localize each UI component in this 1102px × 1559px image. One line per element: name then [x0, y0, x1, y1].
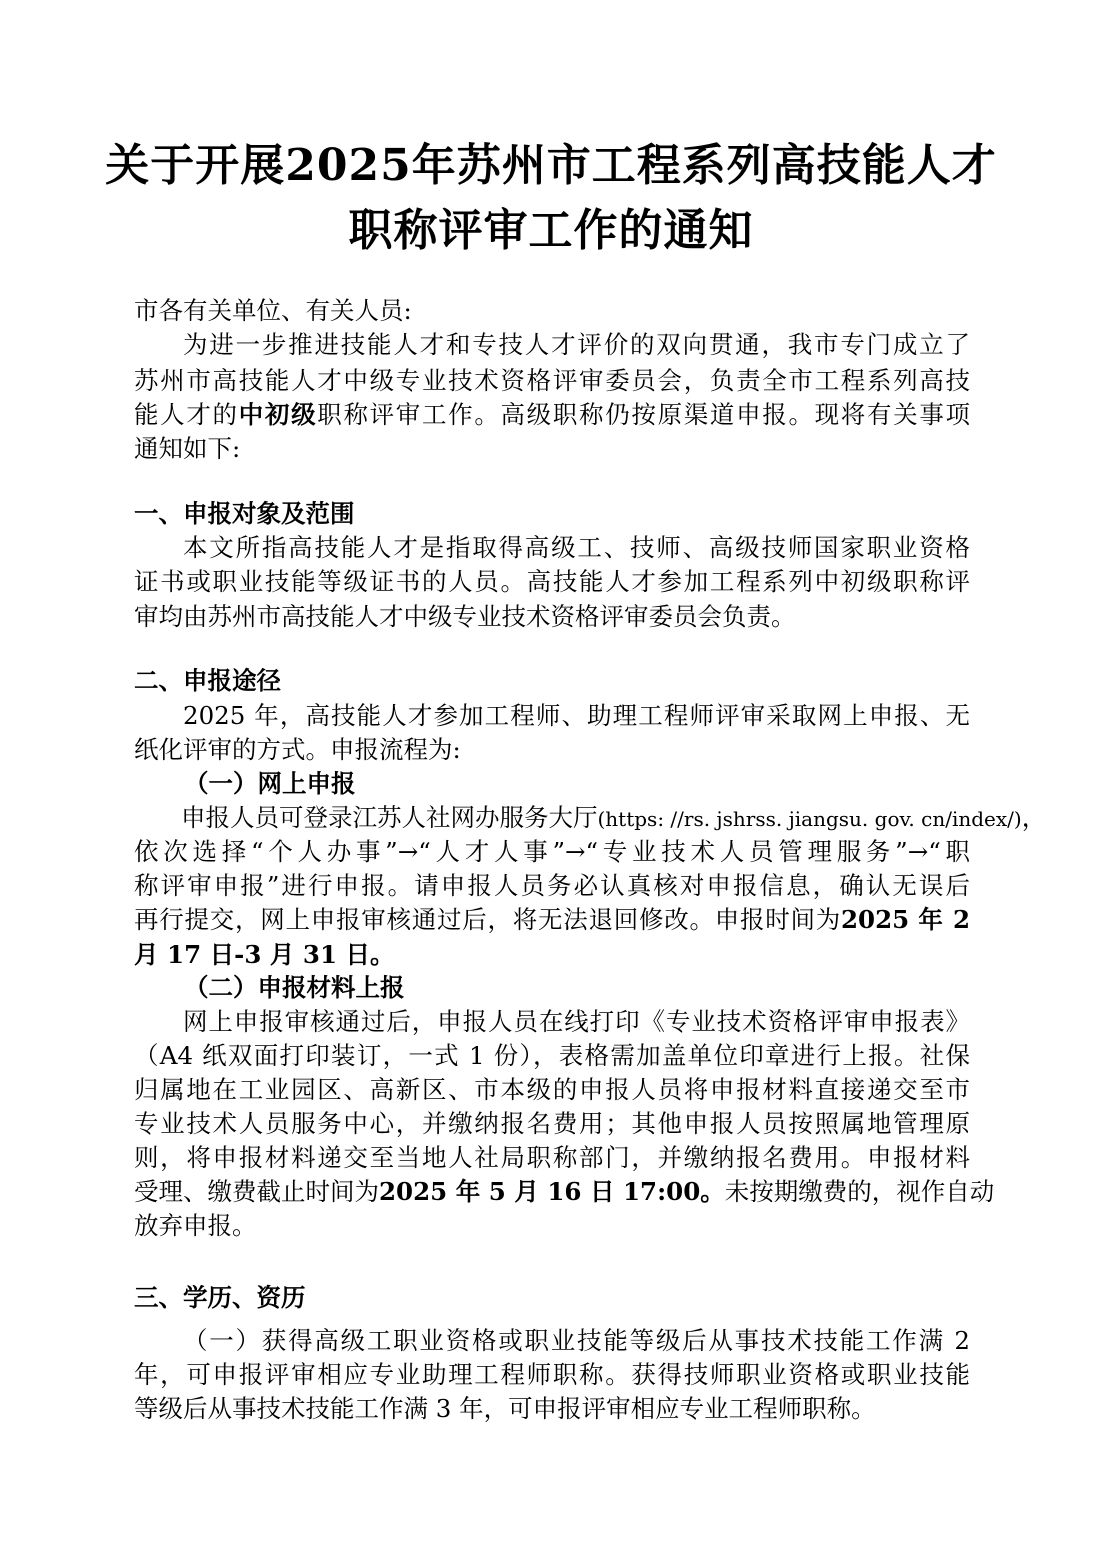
section-1-line-1: 本文所指高技能人才是指取得高级工、技师、高级技师国家职业资格 — [183, 533, 970, 562]
document-title-line-2: 职称评审工作的通知 — [348, 205, 754, 256]
section-3-line-3: 等级后从事技术技能工作满 3 年，可申报评审相应专业工程师职称。 — [134, 1394, 876, 1423]
deadline-start: 2025 年 2 — [840, 905, 971, 934]
section-1-heading: 一、申报对象及范围 — [134, 499, 355, 528]
section-2-sub-2-line-4: 专业技术人员服务中心，并缴纳报名费用；其他申报人员按照属地管理原 — [134, 1109, 970, 1138]
section-2-sub-1-line-1 — [181, 803, 1047, 833]
section-2-sub-2-line-5: 则，将申报材料递交至当地人社局职称部门，并缴纳报名费用。申报材料 — [134, 1143, 970, 1172]
section-1-line-3: 审均由苏州市高技能人才中级专业技术资格评审委员会负责。 — [134, 602, 796, 631]
salutation: 市各有关单位、有关人员: — [134, 296, 412, 325]
section-2-sub-2-line-6 — [134, 1177, 995, 1207]
section-3-line-1: （一）获得高级工职业资格或职业技能等级后从事技术技能工作满 2 — [183, 1326, 970, 1355]
section-2-sub-1-line-4 — [134, 905, 970, 935]
section-2-line-2: 纸化评审的方式。申报流程为: — [134, 735, 461, 764]
section-2-sub-2-line-7: 放弃申报。 — [134, 1211, 257, 1240]
sub-1-line-4-text: 再行提交，网上申报审核通过后，将无法退回修改。申报时间为 — [134, 905, 841, 934]
sub-1-line-1-punct: ， — [1021, 803, 1047, 832]
intro-line-3-part-c: 职称评审工作。高级职称仍按原渠道申报。现将有关事项 — [317, 400, 971, 429]
section-3-line-2: 年，可申报评审相应专业助理工程师职称。获得技师职业资格或职业技能 — [134, 1360, 970, 1389]
sub-1-line-1-text: 申报人员可登录江苏人社网办服务大厅 — [181, 803, 598, 832]
intro-line-2: 苏州市高技能人才中级专业技术资格评审委员会，负责全市工程系列高技 — [134, 366, 970, 395]
intro-emphasis: 中初级 — [238, 400, 318, 429]
section-2-sub-2-line-2: （A4 纸双面打印装订，一式 1 份），表格需加盖单位印章进行上报。社保 — [134, 1041, 970, 1070]
section-2-line-1: 2025 年，高技能人才参加工程师、助理工程师评审采取网上申报、无 — [183, 701, 970, 730]
sub-2-line-6-tail: 未按期缴费的，视作自动 — [724, 1177, 995, 1206]
document-title-line-1: 关于开展2025年苏州市工程系列高技能人才 — [105, 140, 997, 191]
service-portal-url: (https: //rs. jshrss. jiangsu. gov. cn/index/) — [597, 807, 1022, 831]
intro-line-4: 通知如下: — [134, 434, 241, 463]
section-2-heading: 二、申报途径 — [134, 666, 281, 695]
section-2-sub-2-line-1: 网上申报审核通过后，申报人员在线打印《专业技术资格评审申报表》 — [183, 1007, 970, 1036]
section-2-sub-1-line-5: 月 17 日-3 月 31 日。 — [134, 940, 395, 969]
section-2-sub-1-line-2: 依次选择“个人办事”→“人才人事”→“专业技术人员管理服务”→“职 — [134, 837, 970, 866]
section-2-subheading-2: （二）申报材料上报 — [184, 973, 405, 1002]
sub-2-line-6-text: 受理、缴费截止时间为 — [134, 1177, 379, 1206]
intro-line-3-part-a: 能人才的 — [134, 400, 239, 429]
intro-line-1: 为进一步推进技能人才和专技人才评价的双向贯通，我市专门成立了 — [183, 330, 970, 359]
intro-line-3 — [134, 400, 970, 430]
payment-deadline: 2025 年 5 月 16 日 17:00。 — [379, 1177, 725, 1206]
section-3-heading: 三、学历、资历 — [134, 1283, 306, 1312]
section-2-subheading-1: （一）网上申报 — [184, 769, 356, 798]
section-2-sub-1-line-3: 称评审申报”进行申报。请申报人员务必认真核对申报信息，确认无误后 — [134, 871, 970, 900]
section-1-line-2: 证书或职业技能等级证书的人员。高技能人才参加工程系列中初级职称评 — [134, 567, 970, 596]
section-2-sub-2-line-3: 归属地在工业园区、高新区、市本级的申报人员将申报材料直接递交至市 — [134, 1075, 970, 1104]
